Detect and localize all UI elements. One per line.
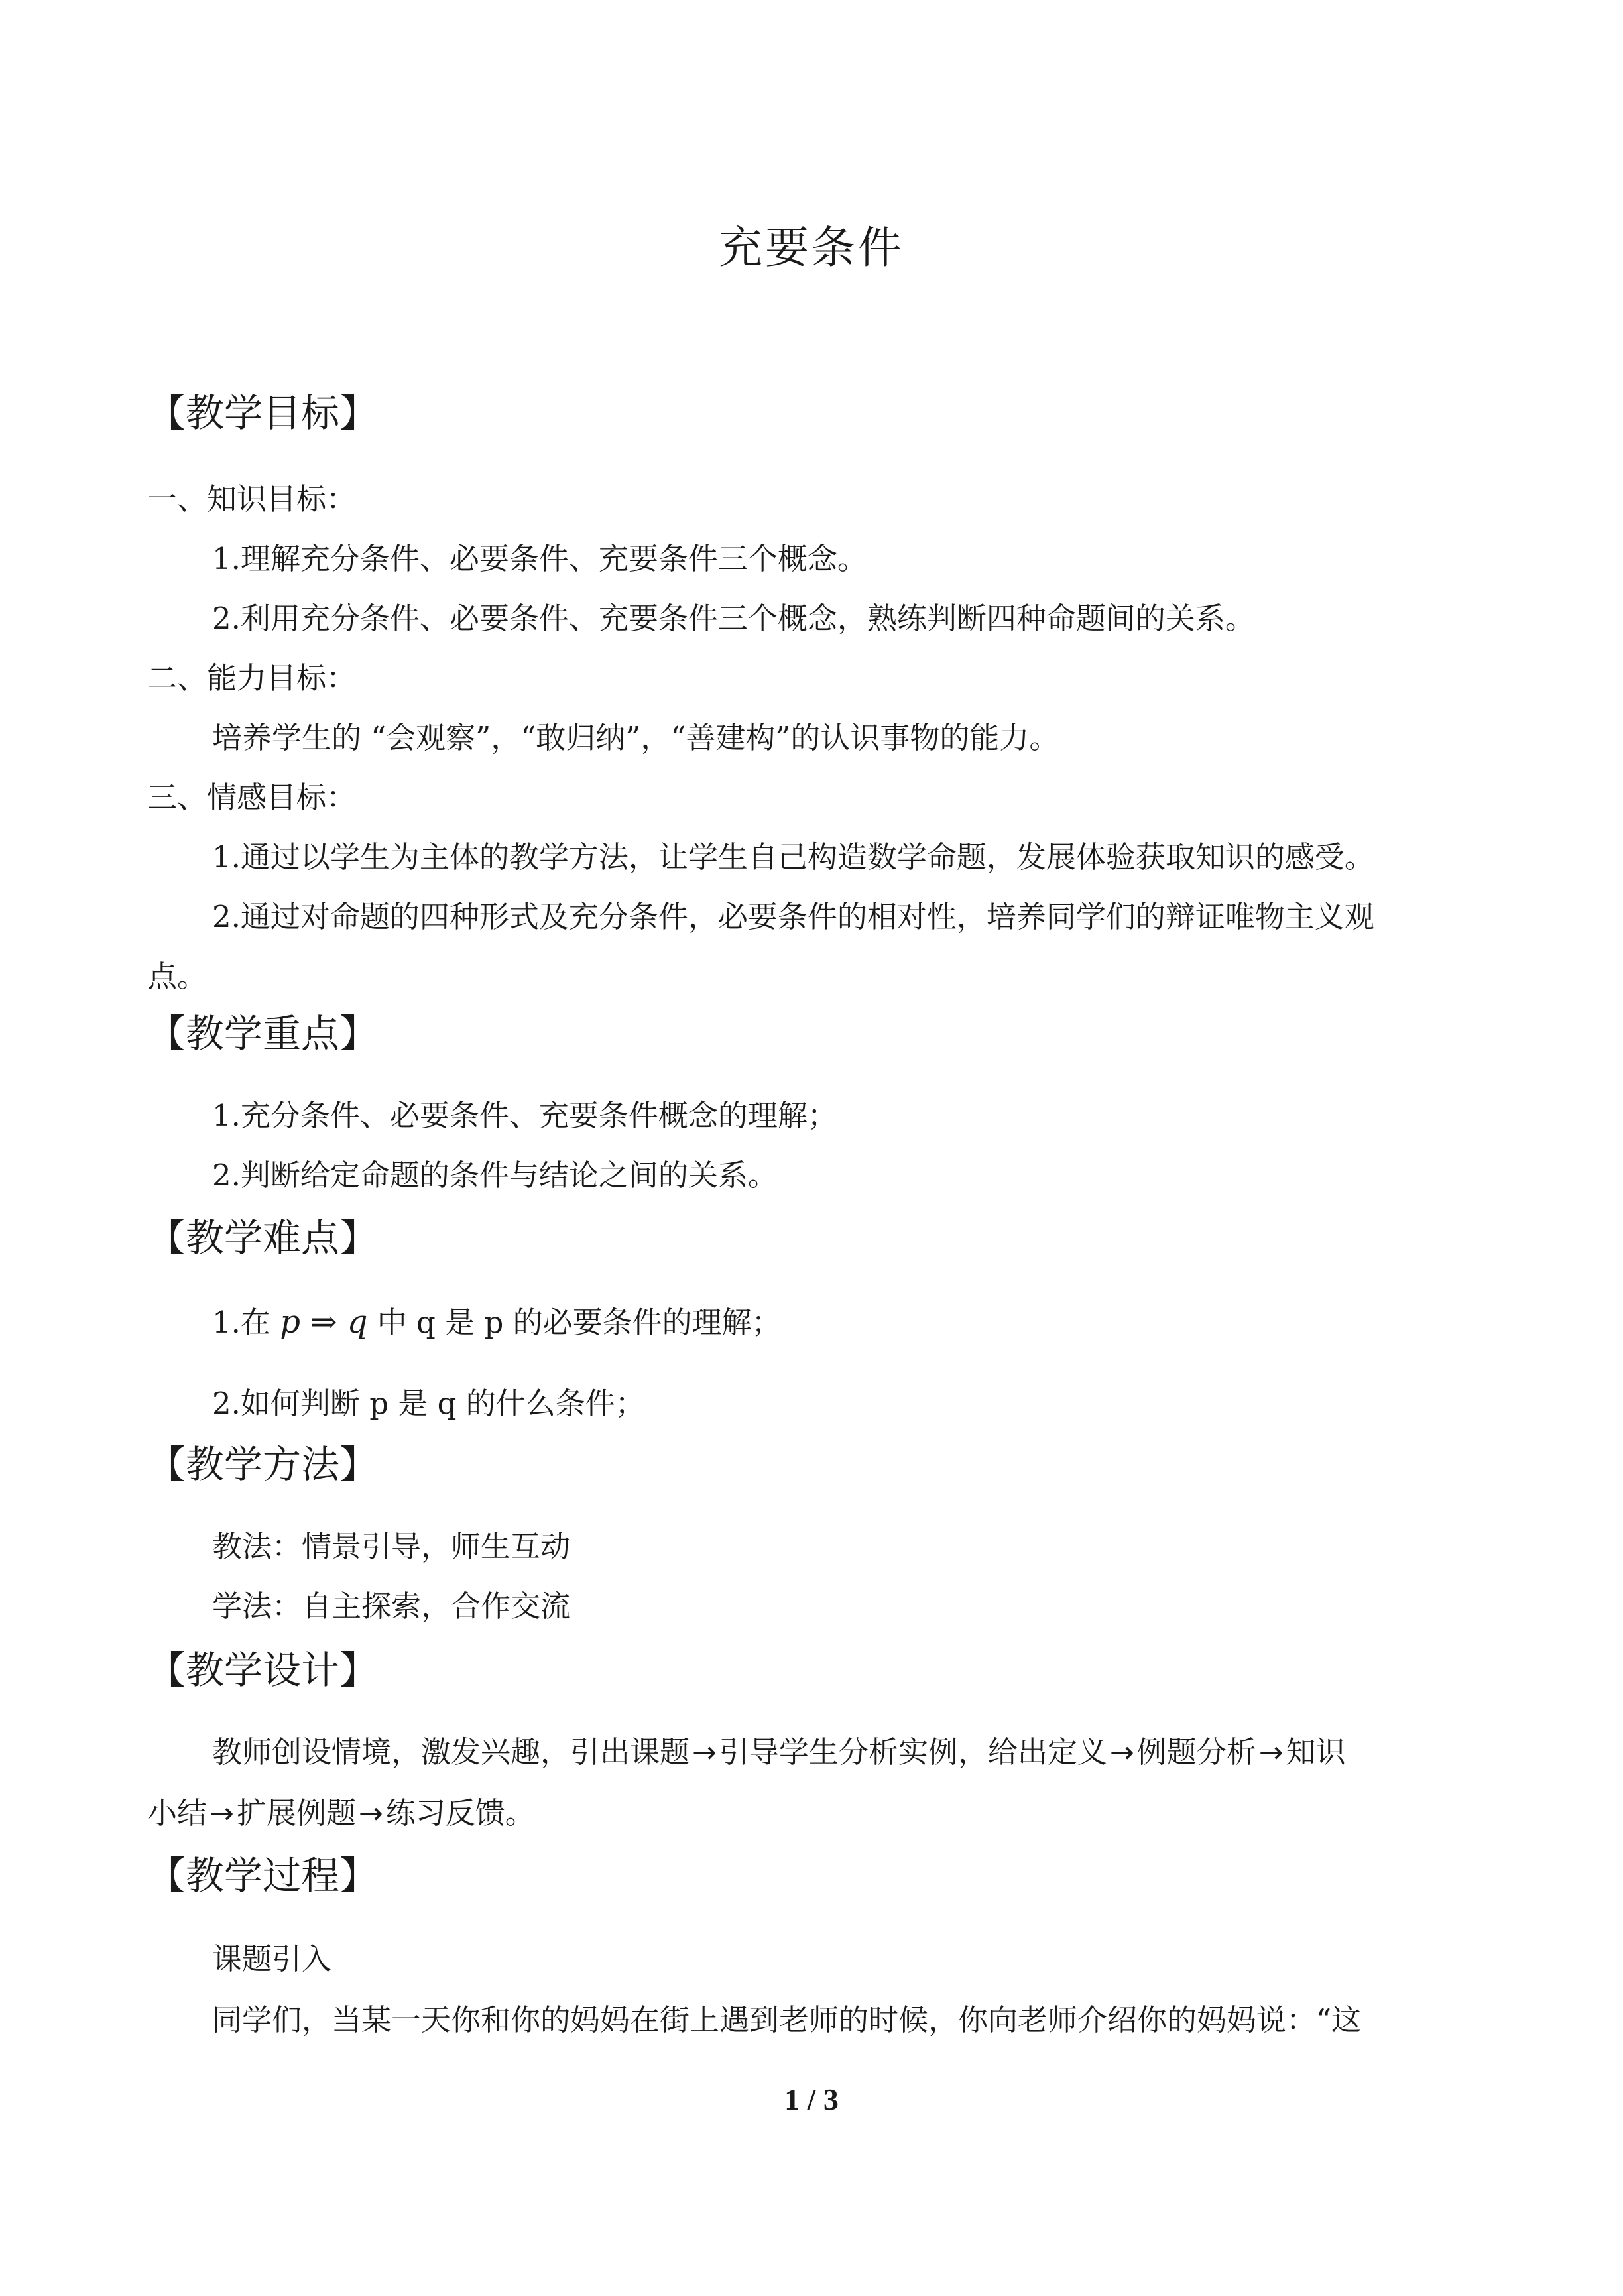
design-flow-line-1 — [212, 1734, 1346, 1770]
key-point-2: 2.判断给定命题的条件与结论之间的关系。 — [212, 1158, 778, 1193]
teaching-method: 教法：情景引导，师生互动 — [212, 1529, 571, 1564]
section-heading-design: 【教学设计】 — [147, 1648, 379, 1693]
right-arrow-icon: → — [1109, 1736, 1134, 1770]
design-step-extended-examples: 扩展例题 — [236, 1795, 356, 1831]
section-heading-objectives: 【教学目标】 — [147, 391, 379, 436]
emotion-objective-2: 2.通过对命题的四种形式及充分条件，必要条件的相对性，培养同学们的辩证唯物主义观 — [212, 899, 1374, 934]
difficulty-1 — [212, 1303, 782, 1341]
right-arrow-icon: → — [210, 1797, 234, 1831]
right-arrow-icon: → — [1258, 1736, 1284, 1770]
ability-objective-title: 二、能力目标： — [147, 660, 357, 695]
document-title: 充要条件 — [719, 222, 904, 273]
difficulty-1-suffix: 中 q 是 p 的必要条件的理解； — [377, 1305, 782, 1340]
design-step-examples: 例题分析 — [1136, 1734, 1256, 1770]
design-step-analysis: 引导学生分析实例，给出定义 — [719, 1734, 1107, 1770]
ability-objective-1: 培养学生的 “会观察”，“敢归纳”，“善建构”的认识事物的能力。 — [212, 720, 1059, 755]
difficulty-2: 2.如何判断 p 是 q 的什么条件； — [212, 1386, 645, 1421]
knowledge-objective-1: 1.理解充分条件、必要条件、充要条件三个概念。 — [212, 541, 867, 576]
emotion-objective-1: 1.通过以学生为主体的教学方法，让学生自己构造数学命题，发展体验获取知识的感受。 — [212, 839, 1374, 875]
design-step-intro: 教师创设情境，激发兴趣，引出课题 — [212, 1734, 690, 1770]
section-heading-process: 【教学过程】 — [147, 1853, 379, 1898]
design-step-practice: 练习反馈。 — [385, 1795, 535, 1831]
design-flow-line-2 — [147, 1795, 535, 1831]
emotion-objective-title: 三、情感目标： — [147, 780, 357, 815]
key-point-1: 1.充分条件、必要条件、充要条件概念的理解； — [212, 1098, 837, 1133]
right-arrow-icon: → — [692, 1736, 717, 1770]
right-arrow-icon: → — [358, 1797, 383, 1831]
design-step-summary: 小结 — [147, 1795, 208, 1831]
process-intro-text: 同学们，当某一天你和你的妈妈在街上遇到老师的时候，你向老师介绍你的妈妈说：“这 — [212, 2002, 1362, 2037]
learning-method: 学法：自主探索，合作交流 — [212, 1589, 571, 1624]
section-heading-methods: 【教学方法】 — [147, 1442, 379, 1487]
section-heading-key-points: 【教学重点】 — [147, 1011, 379, 1056]
design-step-knowledge: 知识 — [1286, 1734, 1346, 1770]
process-intro-title: 课题引入 — [212, 1941, 332, 1976]
implication-formula: p ⇒ q — [280, 1303, 368, 1341]
difficulty-1-prefix: 1.在 — [212, 1305, 270, 1340]
knowledge-objective-2: 2.利用充分条件、必要条件、充要条件三个概念，熟练判断四种命题间的关系。 — [212, 601, 1255, 636]
emotion-objective-2-continued: 点。 — [147, 959, 208, 994]
knowledge-objective-title: 一、知识目标： — [147, 481, 357, 516]
section-heading-difficulties: 【教学难点】 — [147, 1215, 379, 1260]
page-number: 1 / 3 — [784, 2083, 839, 2116]
